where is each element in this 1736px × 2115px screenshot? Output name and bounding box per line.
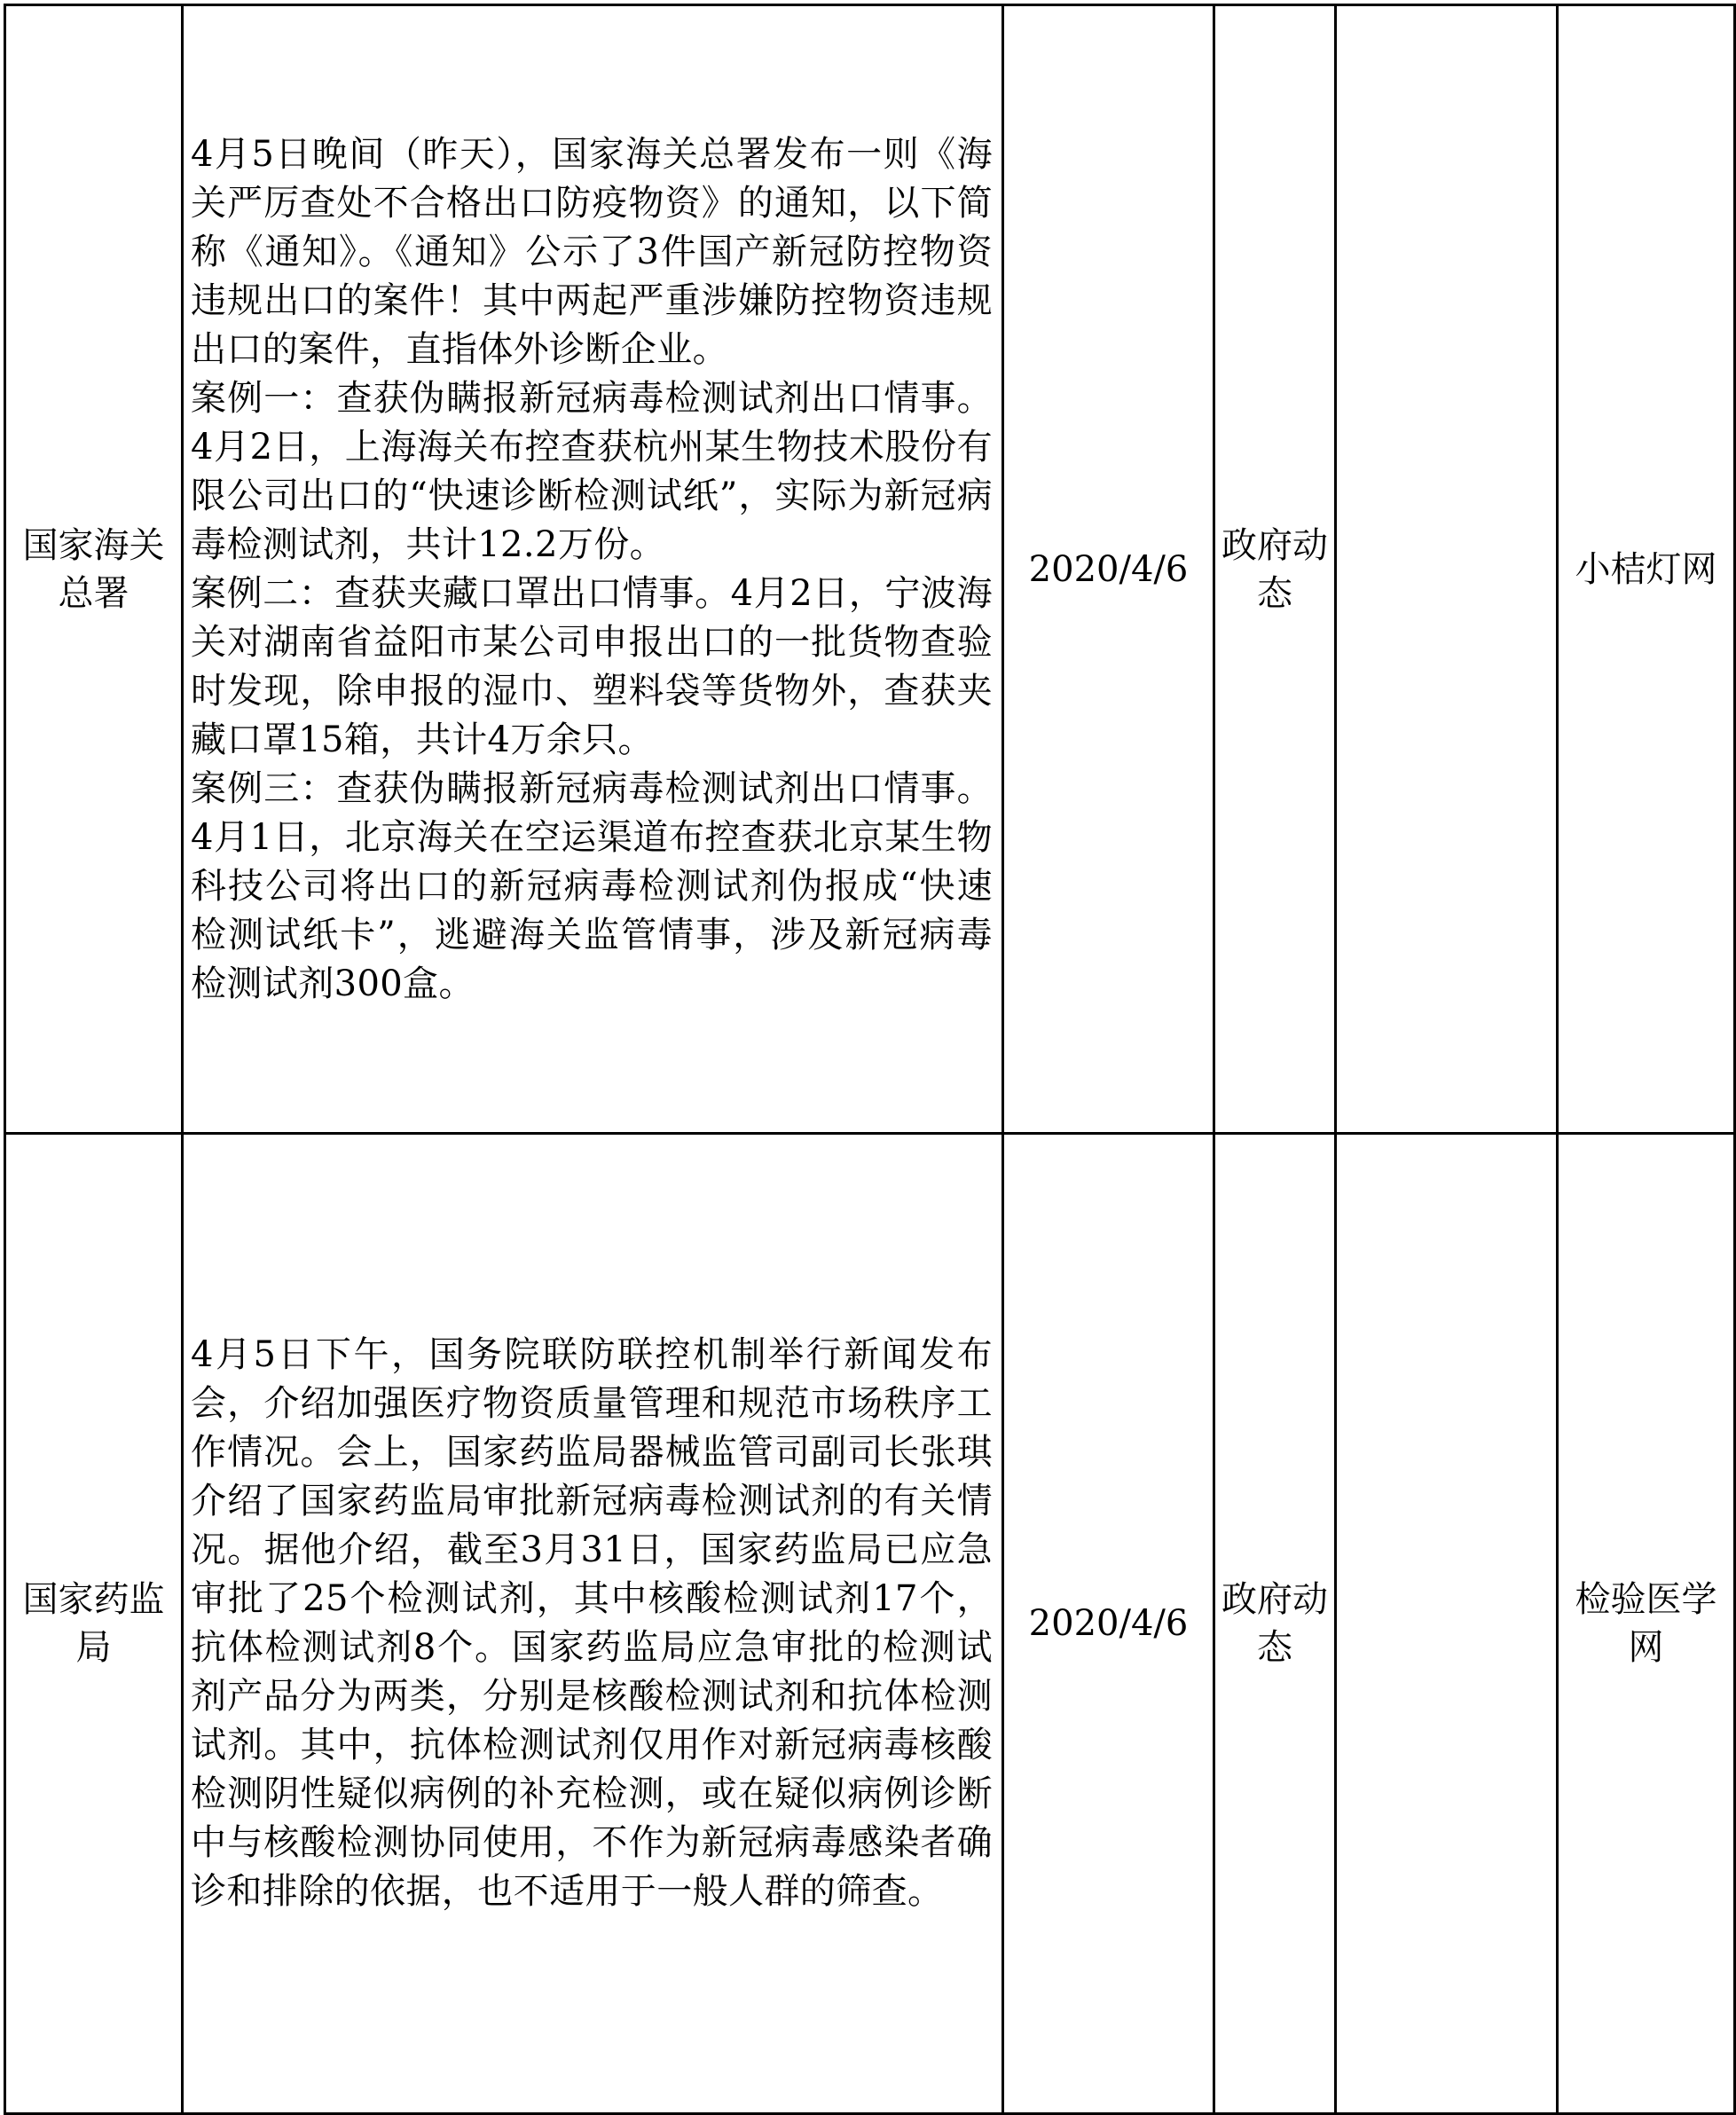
category-cell (1214, 1134, 1336, 2114)
date-cell (1003, 1134, 1214, 2114)
site-cell (1558, 5, 1735, 1134)
site-text: 小桔灯网 (1575, 548, 1717, 590)
blank-cell (1336, 5, 1558, 1134)
news-table (4, 4, 1736, 2115)
category-cell (1214, 5, 1336, 1134)
content-paragraph: 案例三：查获伪瞒报新冠病毒检测试剂出口情事。4月1日，北京海关在空运渠道布控查获北京某生物科技公司将出口的新冠病毒检测试剂伪报成“快速检测试纸卡”，逃避海关监管情事，涉及新冠病毒检测试剂300盒。 (191, 767, 993, 1004)
content-block (184, 130, 1002, 1009)
site-cell (1558, 1134, 1735, 2114)
content-paragraph: 4月5日下午，国务院联防联控机制举行新闻发布会，介绍加强医疗物资质量管理和规范市场秩序工作情况。会上，国家药监局器械监管司副司长张琪介绍了国家药监局审批新冠病毒检测试剂的有关情况。据他介绍，截至3月31日，国家药监局已应急审批了25个检测试剂，其中核酸检测试剂17个，抗体检测试剂8个。国家药监局应急审批的检测试剂产品分为两类，分别是核酸检测试剂和抗体检测试剂。其中，抗体检测试剂仅用作对新冠病毒核酸检测阴性疑似病例的补充检测，或在疑似病例诊断中与核酸检测协同使用，不作为新冠病毒感染者确诊和排除的依据，也不适用于一般人群的筛查。 (191, 1334, 994, 1912)
table-row (5, 1134, 1735, 2114)
date-cell (1003, 5, 1214, 1134)
source-cell (5, 5, 183, 1134)
content-paragraph: 4月5日晚间（昨天），国家海关总署发布一则《海关严厉查处不合格出口防疫物资》的通知，以下简称《通知》。《通知》公示了3件国产新冠防控物资违规出口的案件！其中两起严重涉嫌防控物资违规出口的案件，直指体外诊断企业。 (191, 133, 993, 370)
source-text: 国家药监局 (22, 1579, 165, 1668)
blank-cell (1336, 1134, 1558, 2114)
source-cell (5, 1134, 183, 2114)
content-cell (183, 1134, 1003, 2114)
category-text: 政府动态 (1221, 1579, 1328, 1668)
content-cell (183, 5, 1003, 1134)
content-paragraph: 案例二：查获夹藏口罩出口情事。4月2日，宁波海关对湖南省益阳市某公司申报出口的一批货物查验时发现，除申报的湿巾、塑料袋等货物外，查获夹藏口罩15箱，共计4万余只。 (191, 572, 993, 760)
category-text: 政府动态 (1221, 524, 1328, 614)
source-text: 国家海关总署 (22, 524, 165, 614)
date-text: 2020/4/6 (1028, 548, 1189, 590)
date-text: 2020/4/6 (1028, 1603, 1189, 1644)
table-row (5, 5, 1735, 1134)
content-block (184, 1331, 1002, 1916)
content-paragraph: 案例一：查获伪瞒报新冠病毒检测试剂出口情事。4月2日，上海海关布控查获杭州某生物技术股份有限公司出口的“快速诊断检测试纸”，实际为新冠病毒检测试剂，共计12.2万份。 (191, 377, 993, 565)
site-text: 检验医学网 (1575, 1579, 1717, 1668)
